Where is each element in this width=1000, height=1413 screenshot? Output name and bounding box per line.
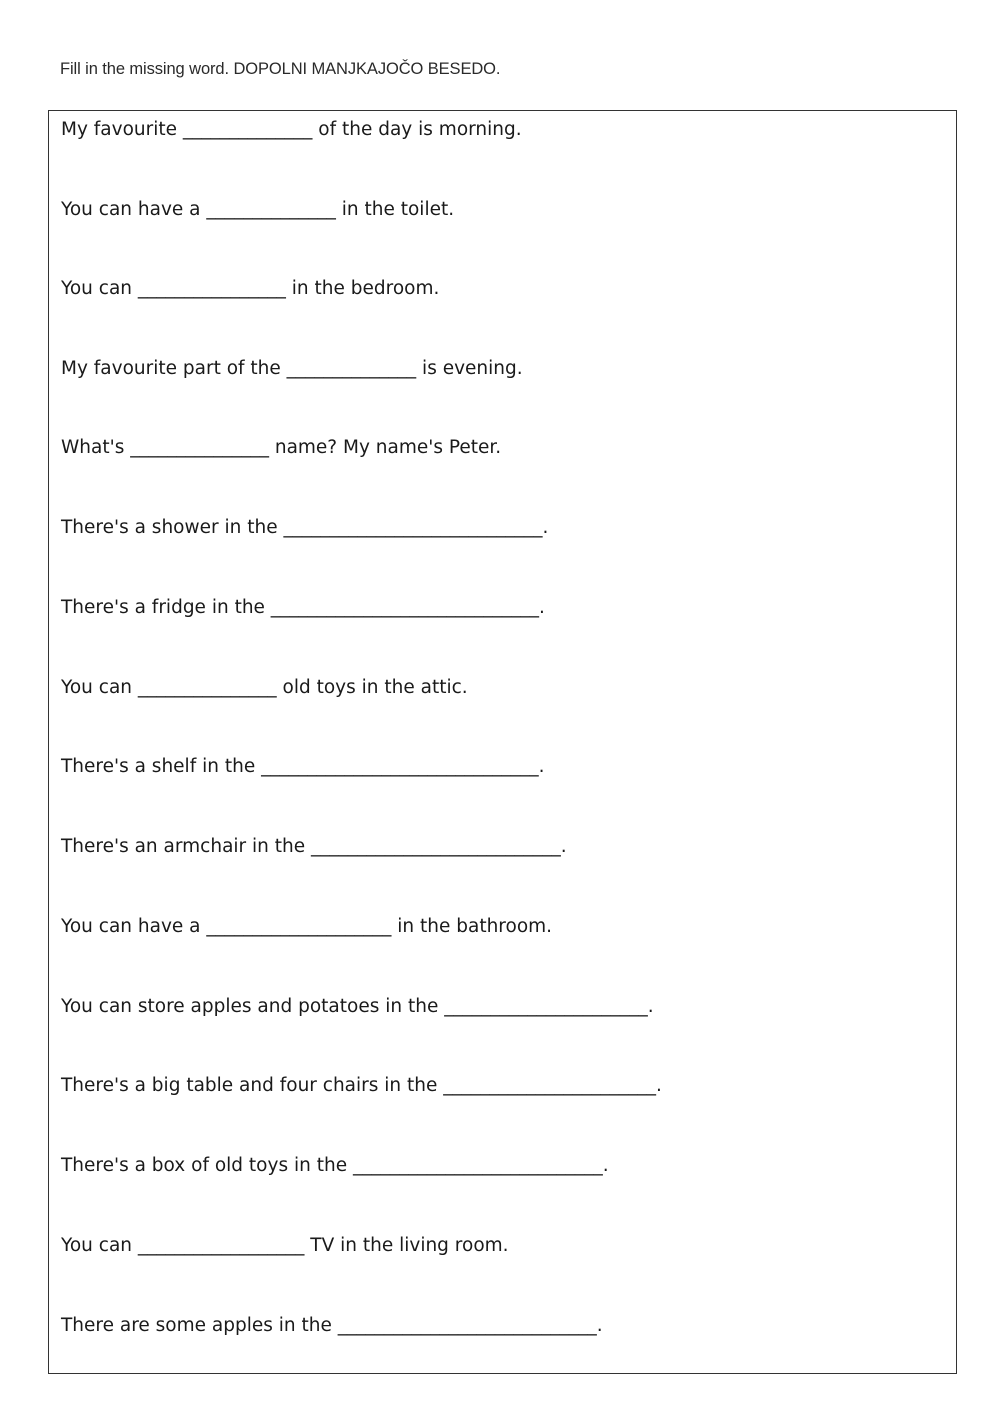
sentence-6: There's a shower in the ____________________________. bbox=[61, 517, 549, 538]
instruction-text: Fill in the missing word. DOPOLNI MANJKAJOČO BESEDO. bbox=[60, 60, 501, 78]
sentence-11: You can have a ____________________ in the bathroom. bbox=[61, 916, 553, 937]
sentence-7: There's a fridge in the _____________________________. bbox=[61, 597, 545, 618]
sentence-16: There are some apples in the ____________________________. bbox=[61, 1315, 603, 1336]
sentence-5: What's _______________ name? My name's Peter. bbox=[61, 437, 502, 458]
sentence-10: There's an armchair in the ___________________________. bbox=[61, 836, 567, 857]
sentence-13: There's a big table and four chairs in the _______________________. bbox=[61, 1075, 662, 1096]
sentence-1: My favourite ______________ of the day is morning. bbox=[61, 119, 522, 140]
sentence-12: You can store apples and potatoes in the ______________________. bbox=[61, 996, 654, 1017]
sentence-15: You can __________________ TV in the living room. bbox=[61, 1235, 509, 1256]
sentence-8: You can _______________ old toys in the attic. bbox=[61, 677, 468, 698]
exercise-box bbox=[48, 110, 957, 1374]
sentence-14: There's a box of old toys in the ___________________________. bbox=[61, 1155, 609, 1176]
sentence-3: You can ________________ in the bedroom. bbox=[61, 278, 440, 299]
sentence-9: There's a shelf in the ______________________________. bbox=[61, 756, 545, 777]
sentence-4: My favourite part of the ______________ is evening. bbox=[61, 358, 523, 379]
sentence-2: You can have a ______________ in the toilet. bbox=[61, 199, 455, 220]
